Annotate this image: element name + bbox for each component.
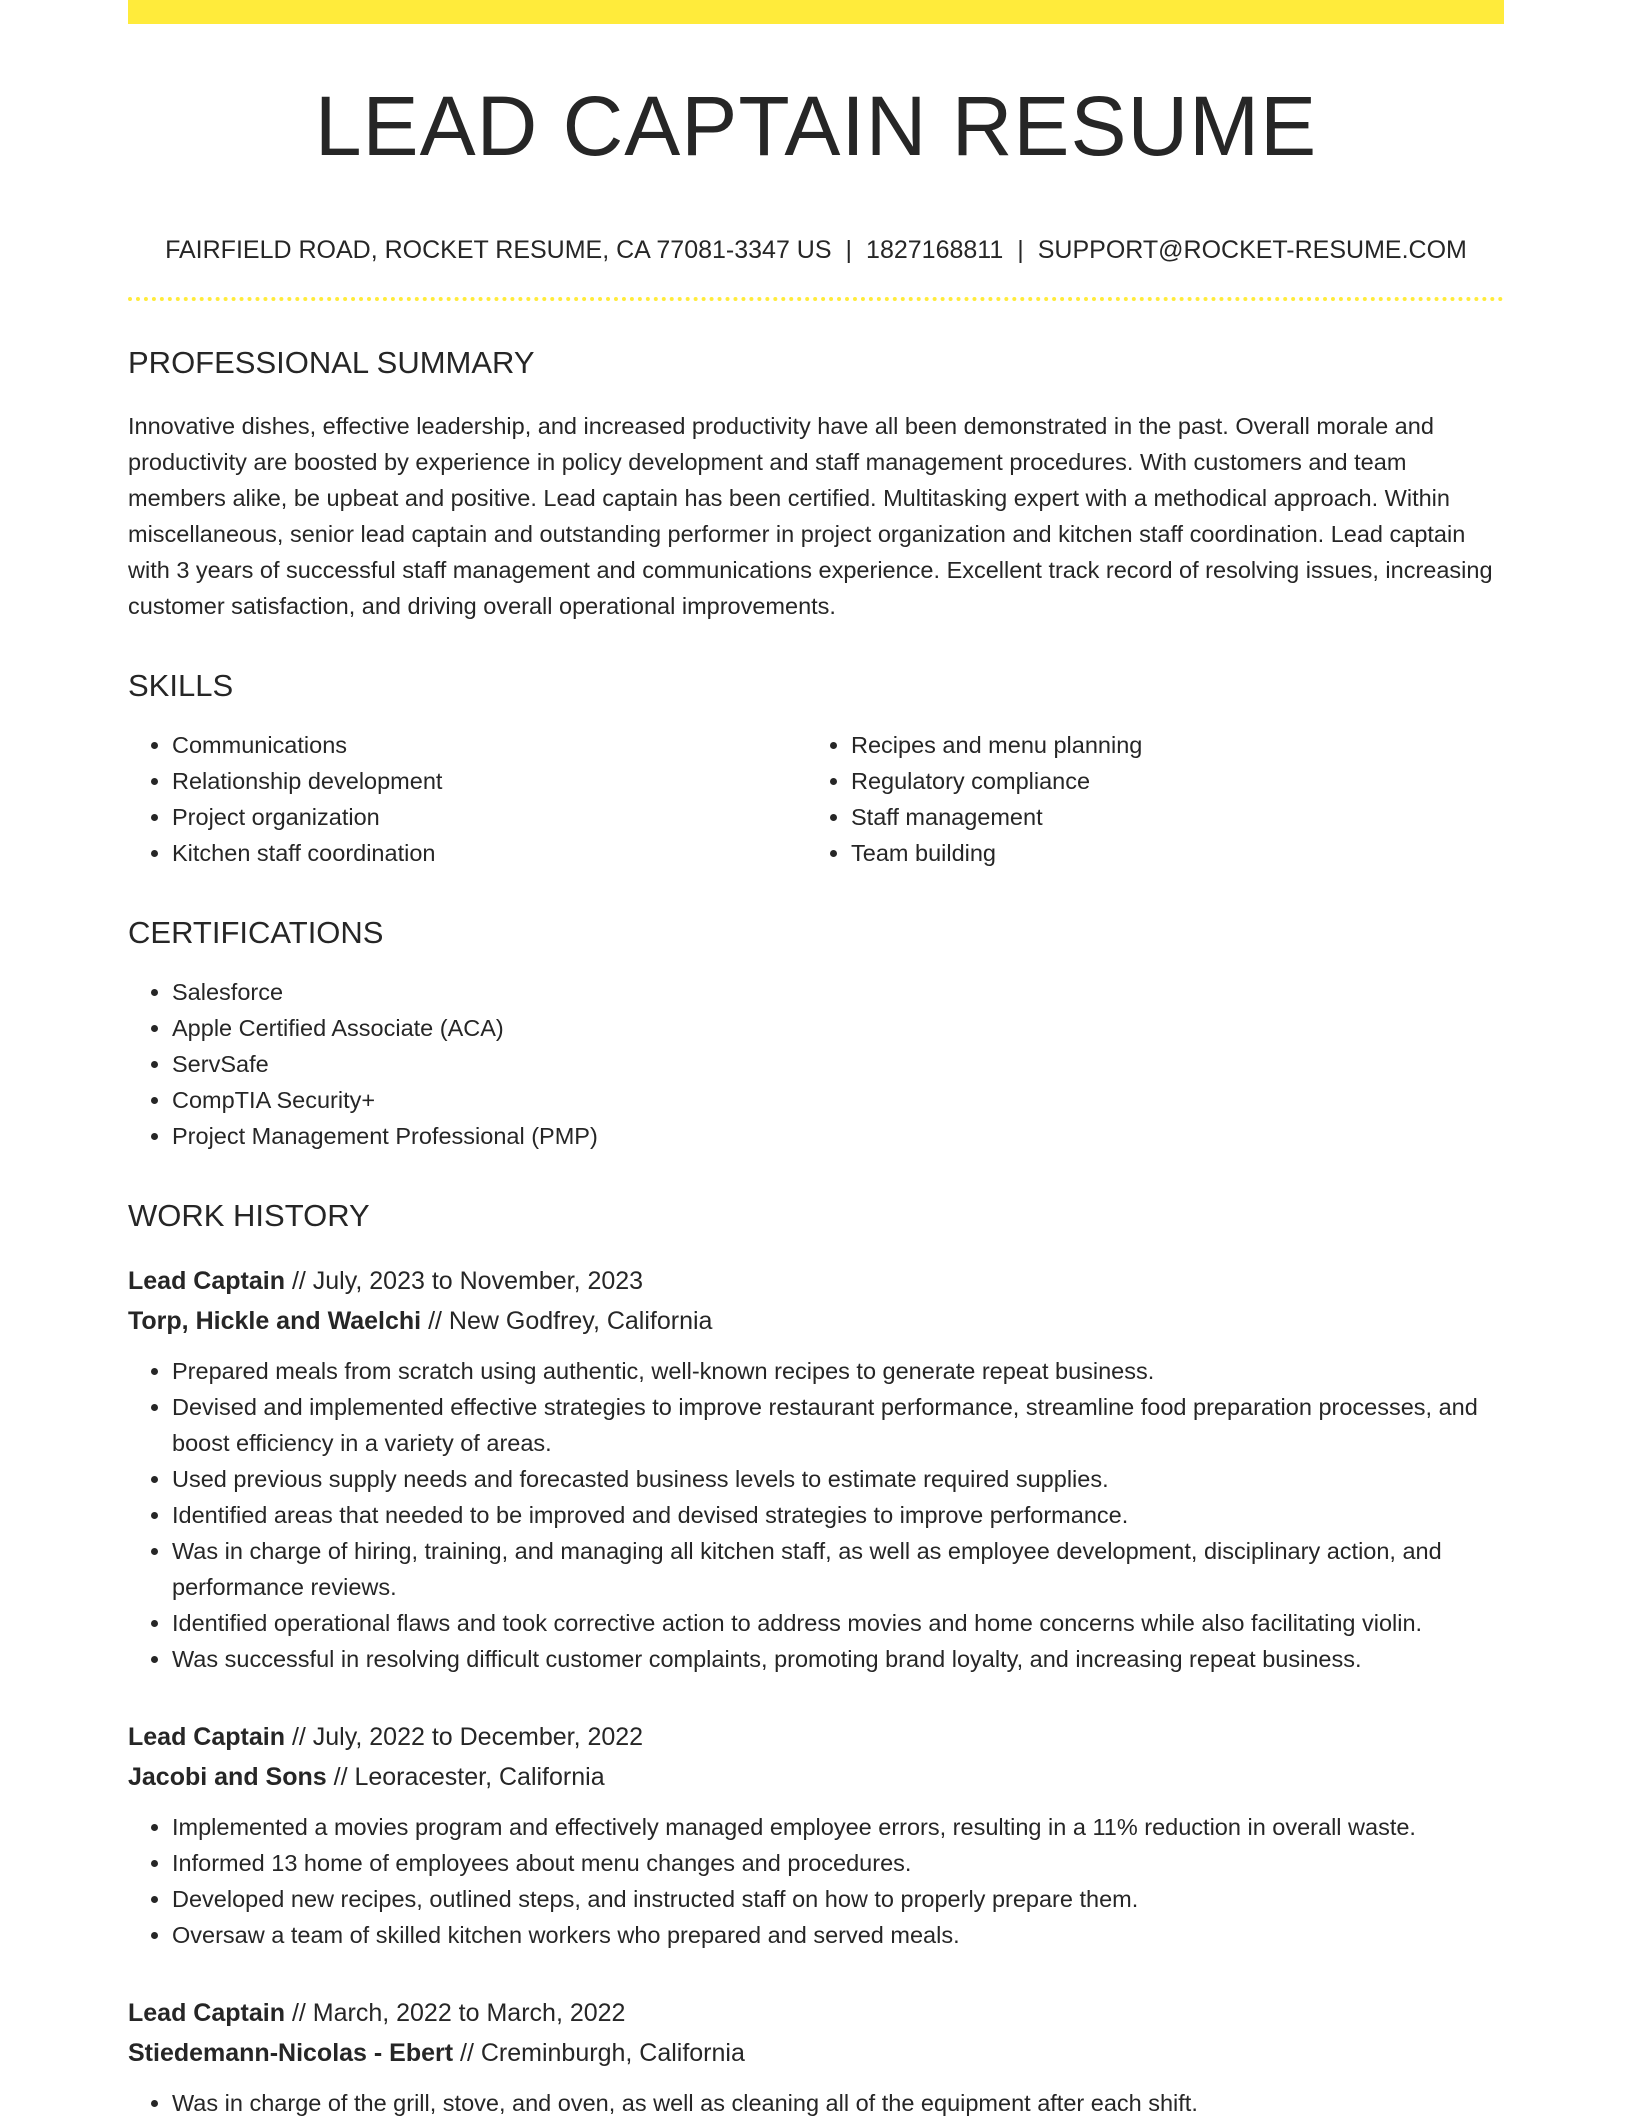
skills-list-right [807,727,1486,871]
certification-item: • ServSafe [172,1046,1504,1082]
job-duty: • Identified areas that needed to be improved and devised strategies to improve performance. [172,1497,1504,1533]
job-company: Stiedemann-Nicolas - Ebert [128,2039,454,2067]
skill-item: • Regulatory compliance [851,763,1486,799]
job-duty: • Was in charge of the grill, stove, and oven, as well as cleaning all of the equipment after each shift. [172,2085,1504,2121]
job-dates: // March, 2022 to March, 2022 [291,1999,626,2027]
summary-heading: PROFESSIONAL SUMMARY [128,345,535,380]
job-company: Jacobi and Sons [128,1763,327,1791]
job-dates: // July, 2023 to November, 2023 [291,1267,644,1295]
skill-item: • Relationship development [172,763,807,799]
job-duties-list [128,1809,1504,1953]
job-duty: • Used previous supply needs and forecasted business levels to estimate required supplies. [172,1461,1504,1497]
contact-email: SUPPORT@ROCKET-RESUME.COM [1037,236,1467,264]
job-role: Lead Captain [128,1999,285,2027]
job-company-line [128,1757,1504,1797]
job-duty: • Implemented a movies program and effectively managed employee errors, resulting in a 11% reduction in overall waste. [172,1809,1504,1845]
job-role: Lead Captain [128,1267,285,1295]
job-duty: • Oversaw a team of skilled kitchen workers who prepared and served meals. [172,1917,1504,1953]
certifications-list [128,974,1504,1154]
accent-top-bar [128,0,1504,24]
certification-item: • Project Management Professional (PMP) [172,1118,1504,1154]
job-role-line [128,1993,1504,2033]
work-history-heading: WORK HISTORY [128,1198,370,1233]
skill-item: • Team building [851,835,1486,871]
job-duty: • Developed new recipes, outlined steps, and instructed staff on how to properly prepare them. [172,1881,1504,1917]
job-location: // Creminburgh, California [460,2039,745,2067]
skill-item: • Recipes and menu planning [851,727,1486,763]
job-duty: • Identified operational flaws and took corrective action to address movies and home concerns while also facilitating violin. [172,1605,1504,1641]
summary-text: Innovative dishes, effective leadership, and increased productivity have all been demonstrated in the past. Overall morale and productivity are boosted by experience in policy development and staff management procedures. With customers and team members alike, be upbeat and positive. Lead captain has been certified. Multitasking expert with a methodical approach. Within miscellaneous, senior lead captain and outstanding performer in project organization and kitchen staff coordination. Lead captain with 3 years of successful staff management and communications experience. Excellent track record of resolving issues, increasing customer satisfaction, and driving overall operational improvements. [128,413,1493,619]
certification-item: • CompTIA Security+ [172,1082,1504,1118]
contact-separator: | [845,236,853,264]
job-duty: • Prepared meals from scratch using authentic, well-known recipes to generate repeat business. [172,1353,1504,1389]
contact-address: FAIRFIELD ROAD, ROCKET RESUME, CA 77081-3347 US [165,236,832,264]
job-duties-list [128,2085,1504,2121]
job-duty: • Devised and implemented effective strategies to improve restaurant performance, streamline food preparation processes, and boost efficiency in a variety of areas. [172,1389,1504,1461]
job-role-line [128,1717,1504,1757]
certification-item: • Apple Certified Associate (ACA) [172,1010,1504,1046]
job-dates: // July, 2022 to December, 2022 [291,1723,644,1751]
job-entry [128,1261,1504,1677]
job-duty: • Was successful in resolving difficult customer complaints, promoting brand loyalty, and increasing repeat business. [172,1641,1504,1677]
skill-item: • Staff management [851,799,1486,835]
skill-item: • Communications [172,727,807,763]
job-role: Lead Captain [128,1723,285,1751]
resume-title: LEAD CAPTAIN RESUME [314,79,1318,173]
job-company-line [128,2033,1504,2073]
dotted-divider [128,297,1504,301]
job-location: // New Godfrey, California [428,1307,713,1335]
job-role-line [128,1261,1504,1301]
skill-item: • Kitchen staff coordination [172,835,807,871]
skills-heading: SKILLS [128,668,234,703]
certifications-heading: CERTIFICATIONS [128,915,384,950]
job-duties-list [128,1353,1504,1677]
job-entry [128,1993,1504,2121]
certification-item: • Salesforce [172,974,1504,1010]
job-entry [128,1717,1504,1953]
job-company-line [128,1301,1504,1341]
skills-list-left [128,727,807,871]
contact-line [128,238,1504,263]
job-company: Torp, Hickle and Waelchi [128,1307,422,1335]
contact-phone: 1827168811 [866,236,1004,264]
skill-item: • Project organization [172,799,807,835]
contact-separator: | [1017,236,1024,264]
job-duty: • Was in charge of hiring, training, and managing all kitchen staff, as well as employee development, disciplinary action, and performance reviews. [172,1533,1504,1605]
skills-grid [128,727,1504,871]
resume-page [128,0,1504,2121]
job-location: // Leoracester, California [333,1763,605,1791]
job-duty: • Informed 13 home of employees about menu changes and procedures. [172,1845,1504,1881]
